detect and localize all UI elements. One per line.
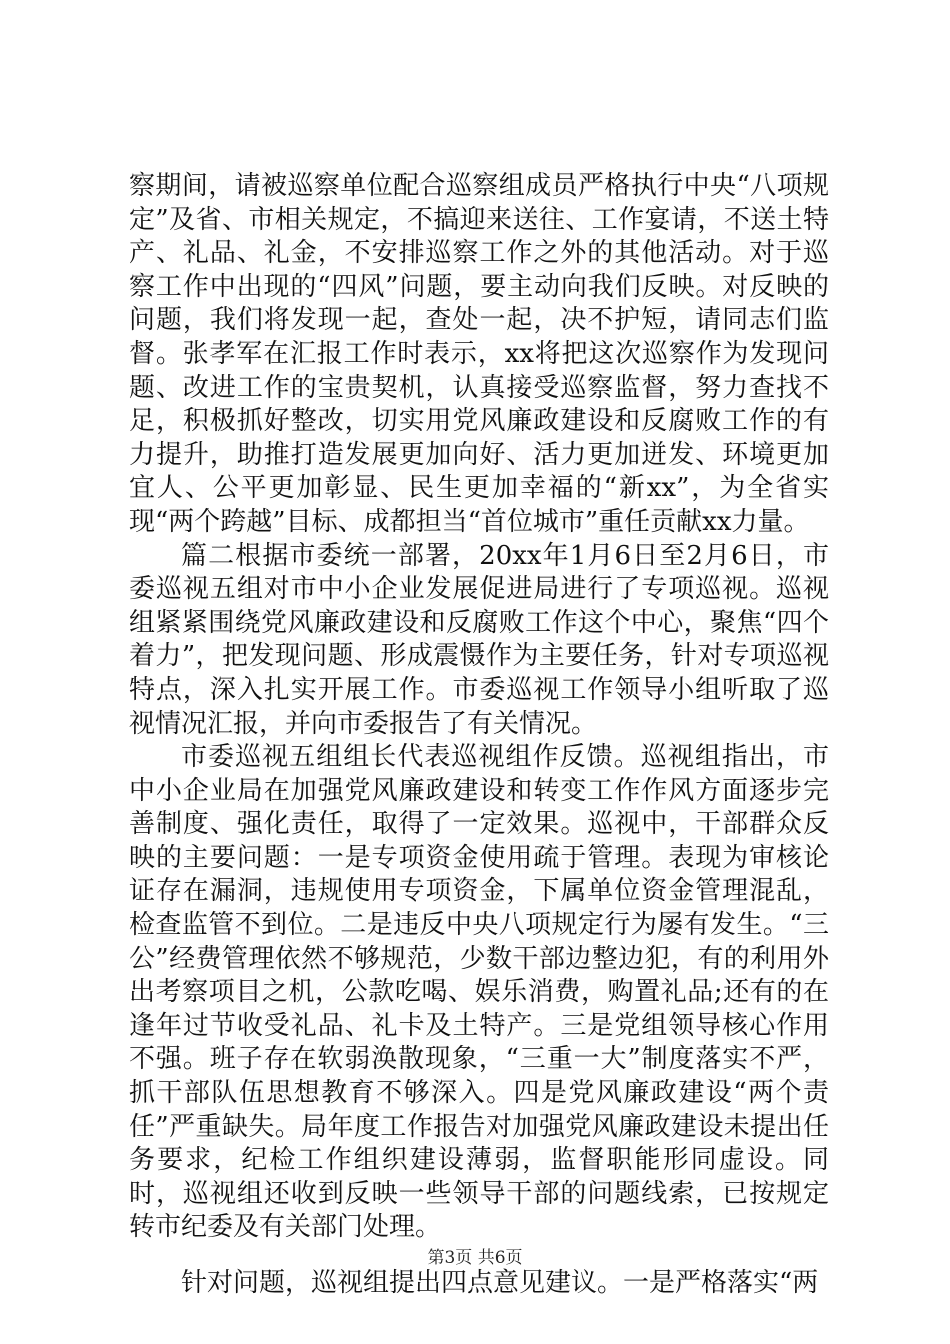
paragraph-suggestions: 针对问题，巡视组提出四点意见建议。一是严格落实“两 — [181, 1268, 819, 1298]
paragraph-continued: 察期间，请被巡察单位配合巡察组成员严格执行中央“八项规定”及省、市相关规定，不搞迎来送往、工作宴请，不送土特产、礼品、礼金，不安排巡察工作之外的其他活动。对于巡察工作中出现的“四风”问题，要主动向我们反映。对反映的问题，我们将发现一起，查处一起，决不护短，请同志们监督。张孝军在汇报工作时表示，xx将把这次巡察作为发现问题、改进工作的宝贵契机，认真接受巡察监督，努力查找不足，积极抓好整改，切实用党风廉政建设和反腐败工作的有力提升，助推打造发展更加向好、活力更加迸发、环境更加宜人、公平更加彰显、民生更加幸福的“新xx”，为全省实现“两个跨越”目标、成都担当“首位城市”重任贡献xx力量。 — [129, 171, 829, 537]
paragraph-part-two: 篇二根据市委统一部署，20xx年1月6日至2月6日，市委巡视五组对市中小企业发展促进局进行了专项巡视。巡视组紧紧围绕党风廉政建设和反腐败工作这个中心，聚焦“四个着力”，把发现问题、形成震慑作为主要任务，针对专项巡视特点，深入扎实开展工作。市委巡视工作领导小组听取了巡视情况汇报，并向市委报告了有关情况。 — [129, 540, 829, 739]
document-body — [129, 170, 829, 1301]
paragraph-feedback: 市委巡视五组组长代表巡视组作反馈。巡视组指出，市中小企业局在加强党风廉政建设和转变工作作风方面逐步完善制度、强化责任，取得了一定效果。巡视中，干部群众反映的主要问题：一是专项资金使用疏于管理。表现为审核论证存在漏洞，违规使用专项资金，下属单位资金管理混乱，检查监管不到位。二是违反中央八项规定行为屡有发生。“三公”经费管理依然不够规范，少数干部边整边犯，有的利用外出考察项目之机，公款吃喝、娱乐消费，购置礼品;还有的在逢年过节收受礼品、礼卡及土特产。三是党组领导核心作用不强。班子存在软弱涣散现象，“三重一大”制度落实不严，抓干部队伍思想教育不够深入。四是党风廉政建设“两个责任”严重缺失。局年度工作报告对加强党风廉政建设未提出任务要求，纪检工作组织建设薄弱，监督职能形同虚设。同时，巡视组还收到反映一些领导干部的问题线索，已按规定转市纪委及有关部门处理。 — [129, 742, 829, 1243]
page-footer: 第3页 共6页 — [427, 1248, 523, 1268]
